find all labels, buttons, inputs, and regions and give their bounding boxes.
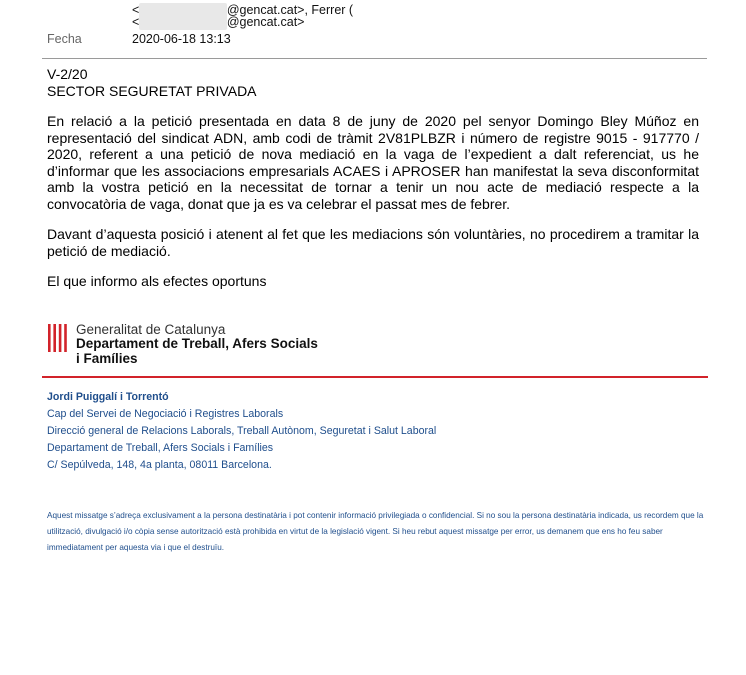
email-header [0,0,746,50]
recipient-2-partial: < [132,15,140,29]
logo-line-2: Departament de Treball, Afers Socials [76,336,318,351]
signer-name: Jordi Puiggalí i Torrentó [47,391,169,403]
signature-block [47,389,436,474]
paragraph-1: En relació a la petició presentada en data 8 de juny de 2020 pel senyor Domingo Bley Múñoz en representació del sindicat ADN, amb codi de tràmit 2V81PLBZR i número de registre 9015 - 917770 / 2020, referent a una petició de nova mediació en la vaga de l’expedient a dalt referenciat, us he d’informar que les associacions empresarials ACAES i APROSER han manifestat la seva disconformitat amb la vostra petició en la necessitat de tornar a tenir un nou acte de mediació respecte a la convocatòria de vaga, donat que ja es va celebrar el passat mes de febrer. [47,113,699,212]
recipient-2-tail: @gencat.cat> [226,15,305,29]
closing: El que informo als efectes oportuns [47,273,267,289]
reference: V-2/20 [47,66,88,82]
redacted-address [139,15,227,30]
date-label: Fecha [47,32,82,46]
signer-direction: Direcció general de Relacions Laborals, Treball Autònom, Seguretat i Salut Laboral [47,425,437,437]
signer-position: Cap del Servei de Negociació i Registres Laborals [47,408,284,420]
legal-disclaimer: Aquest missatge s’adreça exclusivament a la persona destinatària i pot contenir informació privilegiada o confidencial. Si no sou la persona destinatària indicada, us recordem que la utilització, divulgació i/o còpia sense autorització està prohibida en virtut de la legislació vigent. Si heu rebut aquest missatge per error, us demanem que ens ho feu saber immediatament per aquesta via i que el destruïu. [47,511,704,552]
recipient-1-partial: < [132,3,140,17]
subject: SECTOR SEGURETAT PRIVADA [47,82,257,99]
catalan-flag-icon [47,324,69,352]
logo-line-3: i Famílies [76,350,138,366]
paragraph-2: Davant d’aquesta posició i atenent al fet que les mediacions són voluntàries, no procedirem a tramitar la petició de mediació. [47,226,699,259]
signer-department: Departament de Treball, Afers Socials i Famílies [47,442,274,454]
message-body [47,66,699,290]
signature-divider [42,376,708,378]
logo-line-1: Generalitat de Catalunya [76,322,226,337]
signer-address: C/ Sepúlveda, 148, 4a planta, 08011 Barcelona. [47,459,272,471]
date-value: 2020-06-18 13:13 [132,32,231,46]
header-divider [42,58,707,59]
recipient-1-tail: @gencat.cat>, Ferrer ( [226,3,354,17]
